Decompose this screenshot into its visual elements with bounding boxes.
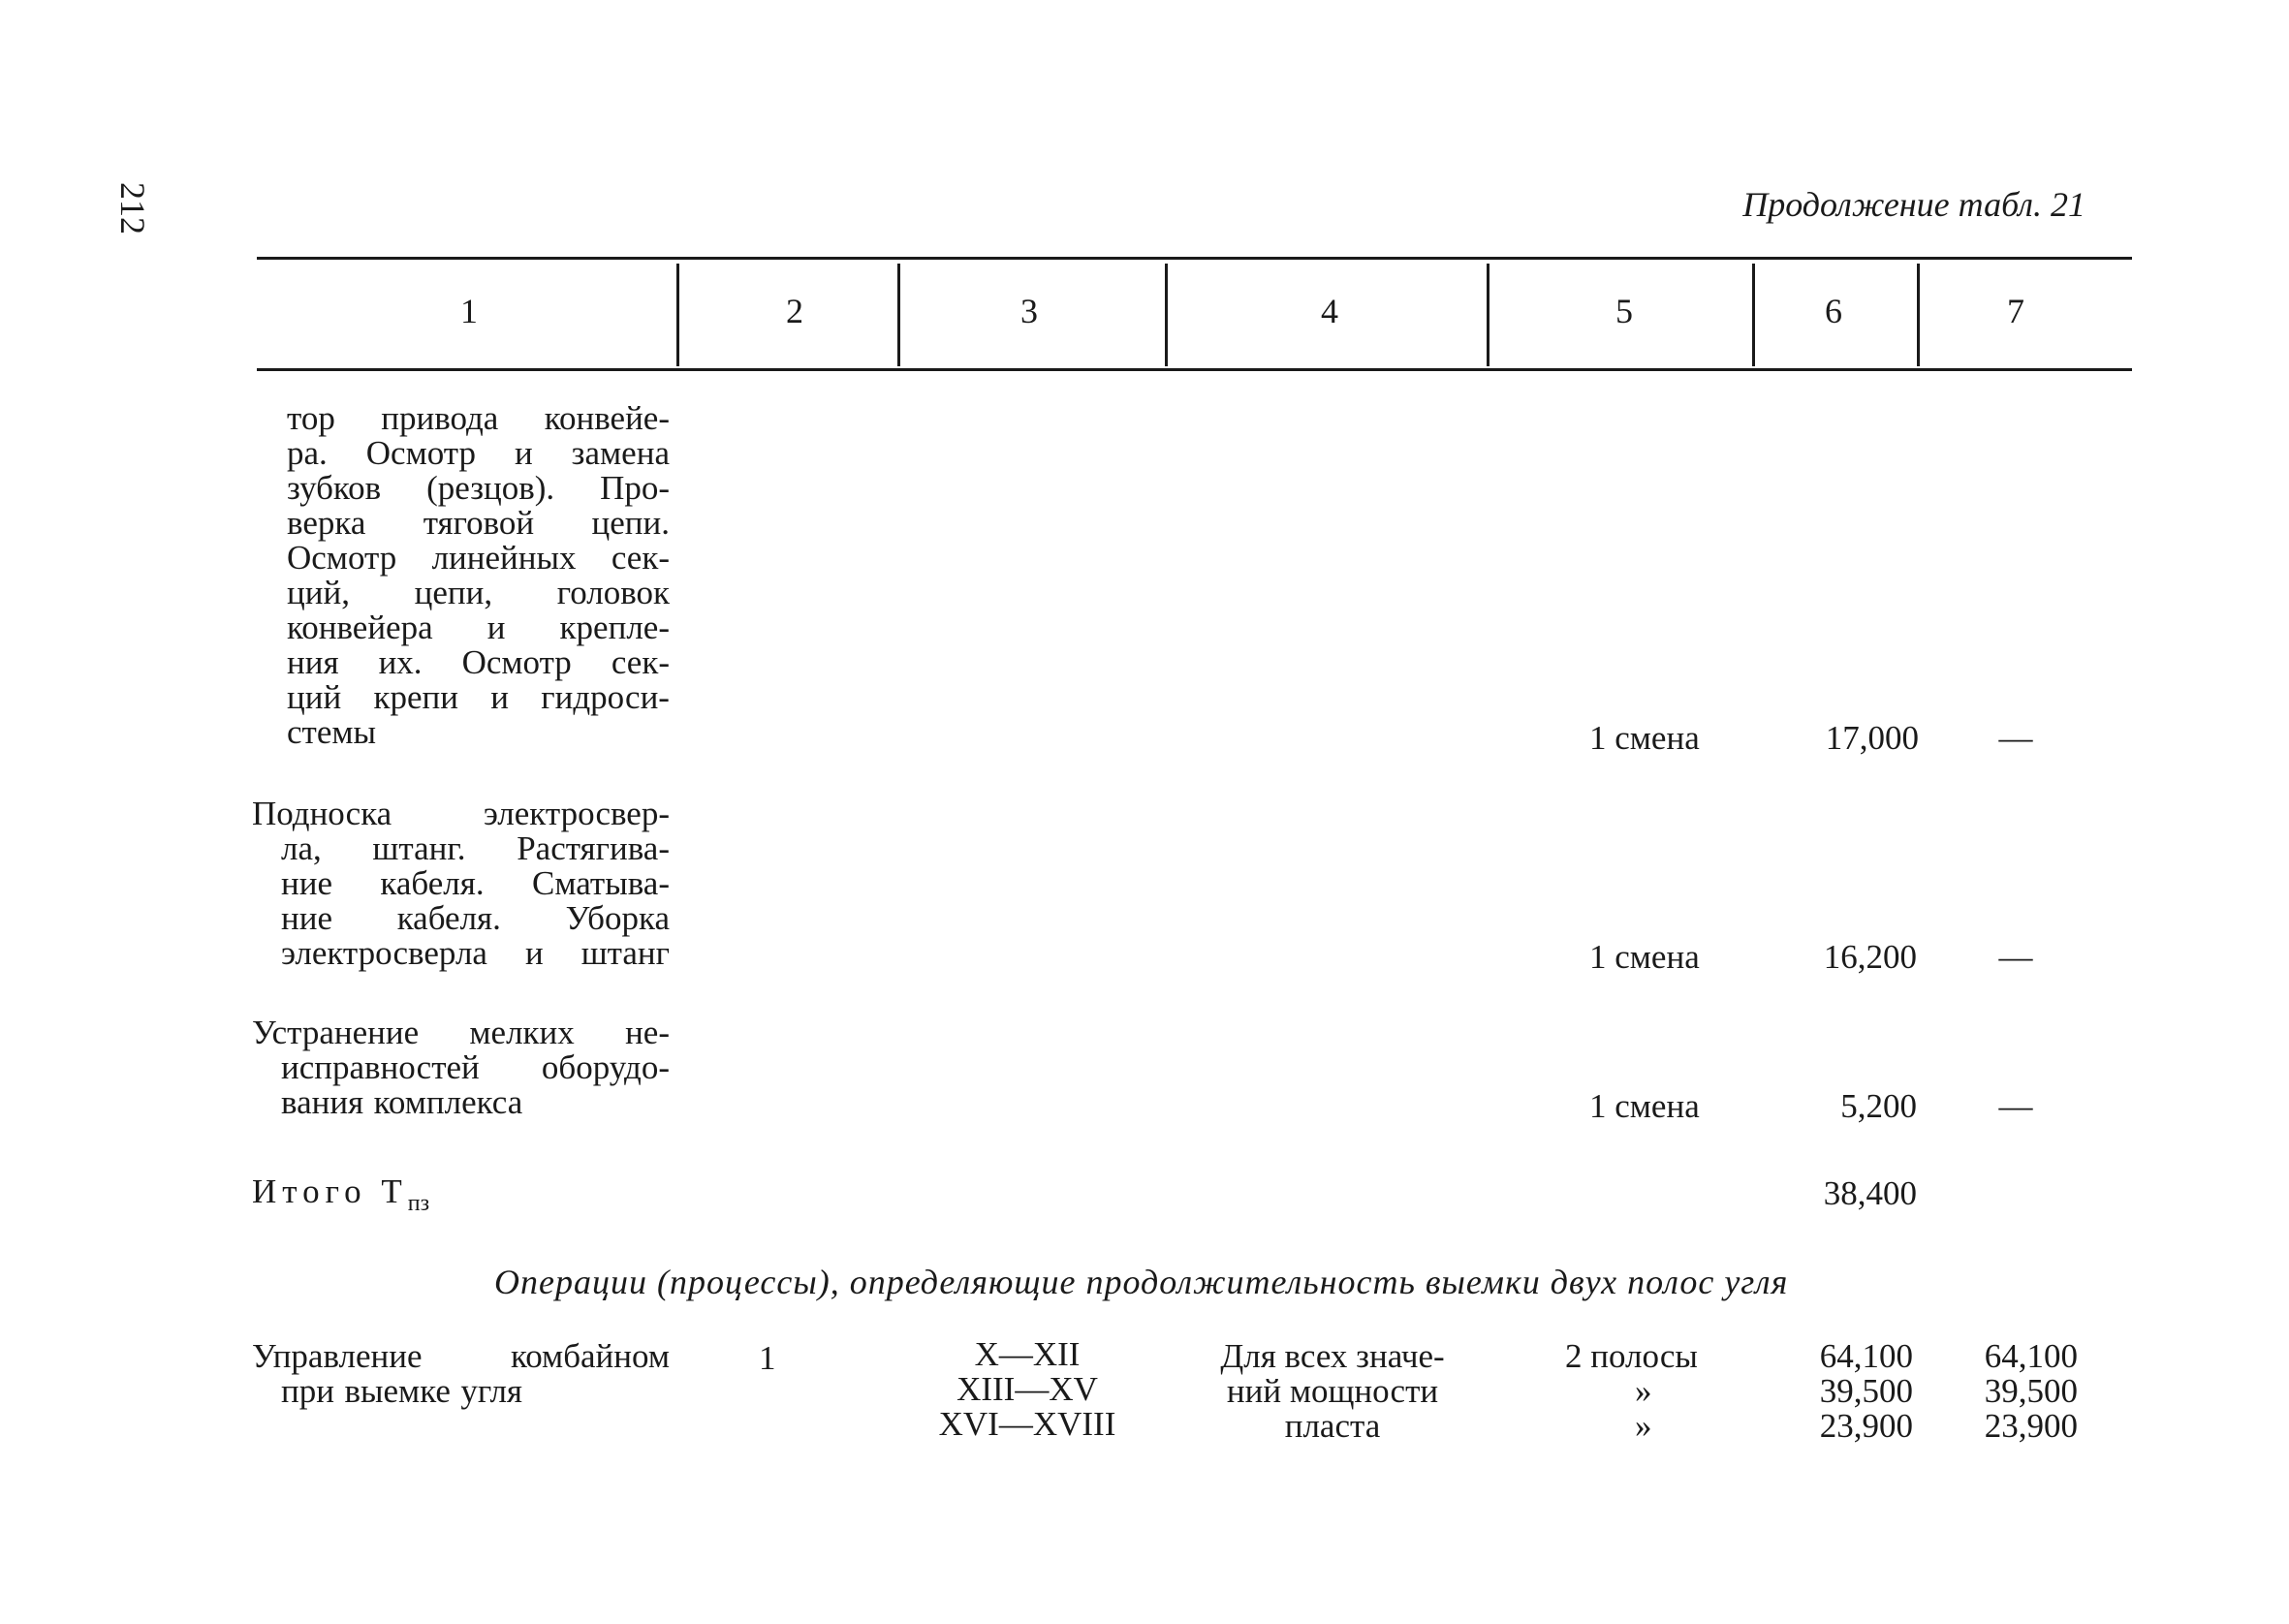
last-row-col7 [1948,1339,2078,1444]
total-label [252,1172,429,1217]
header-divider [1917,264,1920,366]
column-header-3: 3 [1020,292,1038,330]
row-2-value: 16,200 [1823,938,1917,976]
operation-line: ние кабеля. Сматыва- [281,864,670,902]
operation-line: электросверла и штанг [281,934,670,972]
col5-line: 2 полосы [1565,1337,1698,1375]
row-1-unit: 1 смена [1589,719,1700,757]
col7-line: 23,900 [1984,1407,2078,1445]
column-header-7: 7 [2007,292,2024,330]
operation-line: исправностей оборудо- [281,1048,670,1086]
total-label-text: Итого Т [252,1172,408,1210]
col6-line: 64,100 [1819,1337,1913,1375]
last-row-col4 [1187,1339,1478,1444]
operation-line: Устранение мелких не- [252,1014,670,1051]
operation-line: ций, цепи, головок [287,574,670,611]
row-2-operation [252,796,670,971]
operation-line: Осмотр линейных сек- [287,539,670,577]
col5-line: » [1635,1407,1652,1445]
operation-line: Управление комбайном [252,1337,670,1375]
row-1-value: 17,000 [1825,719,1919,757]
col7-line: 64,100 [1984,1337,2078,1375]
col4-line: пласта [1284,1407,1381,1445]
row-1-col7: — [1998,719,2033,757]
last-row-col6 [1783,1339,1913,1444]
operation-line: Подноска электросвер- [252,795,670,832]
operation-line: верка тяговой цепи. [287,504,670,542]
table-caption: Продолжение табл. 21 [1742,185,2085,224]
operation-line: конвейера и крепле- [287,609,670,646]
operation-line: ра. Осмотр и замена [287,434,670,472]
col5-line: » [1635,1372,1652,1410]
col4-line: Для всех значе- [1220,1337,1445,1375]
operation-line: ла, штанг. Растягива- [281,829,670,867]
col3-line: XIII—XV [956,1370,1098,1408]
page-number: 212 [113,182,152,234]
col4-line: ний мощности [1226,1372,1439,1410]
operation-line: зубков (резцов). Про- [287,469,670,507]
header-divider [897,264,900,366]
last-row-col3 [906,1337,1148,1442]
row-2-col7: — [1998,938,2033,976]
row-3-unit: 1 смена [1589,1087,1700,1125]
operation-line: стемы [287,713,377,751]
col3-line: X—XII [974,1335,1081,1373]
col3-line: XVI—XVIII [938,1405,1116,1443]
operation-line: ние кабеля. Уборка [281,899,670,937]
row-3-operation [252,1015,670,1120]
header-divider [1487,264,1489,366]
operation-line: тор привода конвейе- [287,399,670,437]
column-header-2: 2 [786,292,803,330]
header-divider [1752,264,1755,366]
header-top-rule [257,257,2132,260]
last-row-col2: 1 [759,1339,776,1377]
operation-line: ций крепи и гидроси- [287,678,670,716]
row-3-value: 5,200 [1840,1087,1917,1125]
row-2-unit: 1 смена [1589,938,1700,976]
total-label-subscript: пз [407,1191,430,1216]
col6-line: 23,900 [1819,1407,1913,1445]
last-row-col5 [1565,1339,1740,1444]
col6-line: 39,500 [1819,1372,1913,1410]
row-3-col7: — [1998,1087,2033,1125]
total-value: 38,400 [1823,1174,1917,1212]
operation-line: вания комплекса [281,1083,523,1121]
header-divider [1165,264,1168,366]
column-header-5: 5 [1615,292,1633,330]
row-1-operation [287,401,670,750]
operation-line: при выемке угля [281,1372,523,1410]
column-header-4: 4 [1321,292,1338,330]
section-subtitle: Операции (процессы), определяющие продолжительность выемки двух полос угля [494,1263,1789,1301]
column-header-6: 6 [1825,292,1842,330]
header-divider [676,264,679,366]
column-header-1: 1 [460,292,478,330]
operation-line: ния их. Осмотр сек- [287,643,670,681]
last-row-operation [252,1339,670,1409]
header-bottom-rule [257,368,2132,371]
col7-line: 39,500 [1984,1372,2078,1410]
